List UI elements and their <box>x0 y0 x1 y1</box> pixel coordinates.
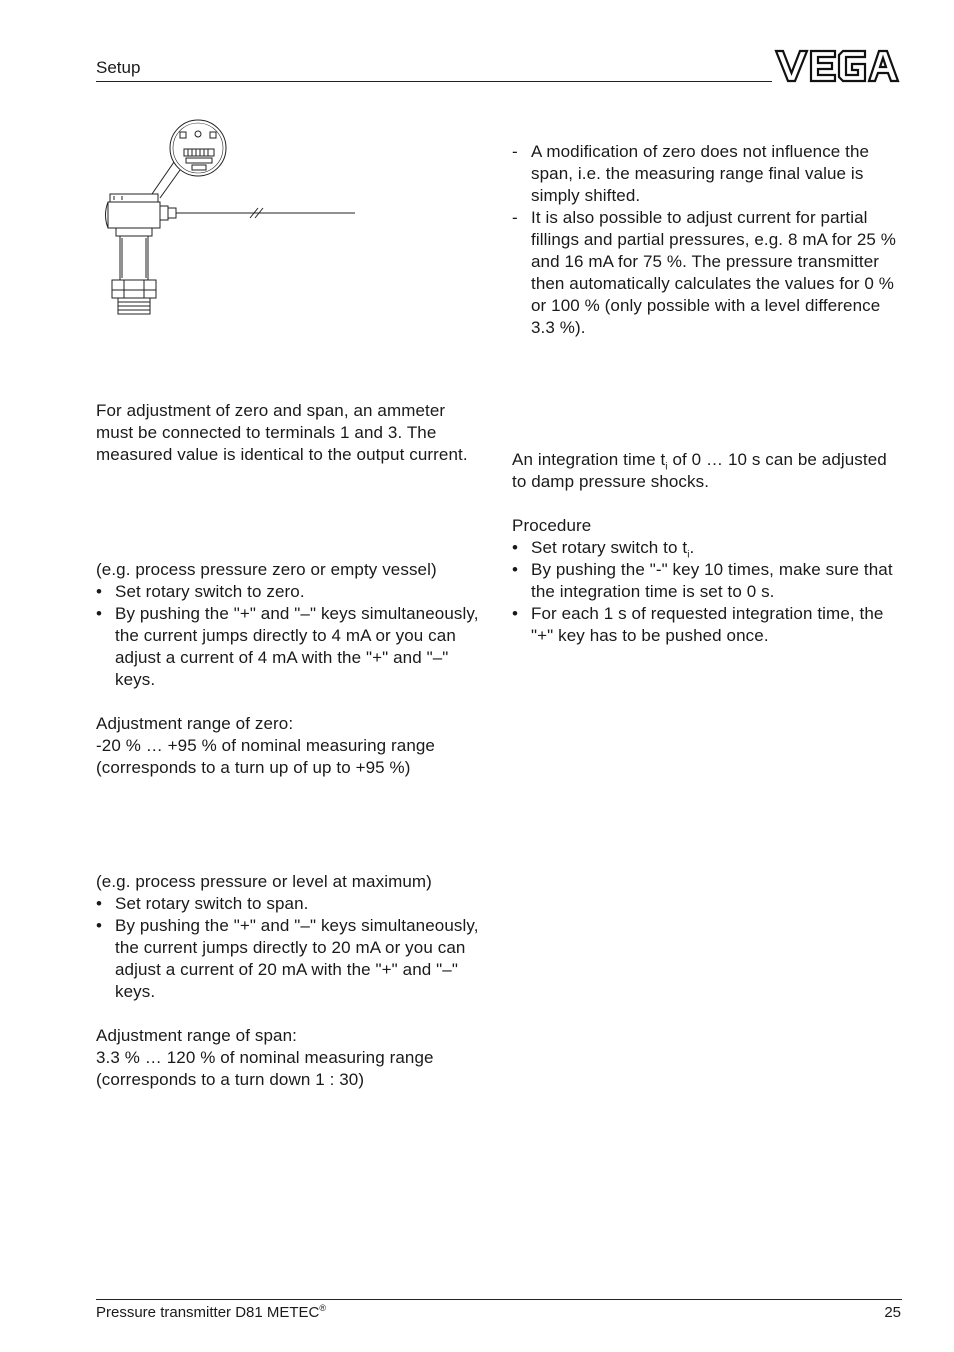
header-rule <box>96 81 772 82</box>
ammeter-intro: For adjustment of zero and span, an ammeter must be connected to terminals 1 and 3. The measured value is identical to the output current. <box>96 401 468 464</box>
zero-range-label: Adjustment range of zero: <box>96 714 294 733</box>
procedure-steps <box>512 537 900 647</box>
list-item: • For each 1 s of requested integration time, the "+" key has to be pushed once. <box>512 603 900 647</box>
zero-condition: (e.g. process pressure zero or empty vessel) <box>96 560 437 579</box>
list-item: - It is also possible to adjust current for partial fillings and partial pressures, e.g. 8 mA for 25 % and 16 mA for 75 %. The pressure transmitter then automatically calculates the values for 0 % or 100 % (only possible with a level difference 3.3 %). <box>512 207 900 339</box>
vega-logo <box>773 48 901 84</box>
footer-rule <box>96 1299 902 1300</box>
span-range-label: Adjustment range of span: <box>96 1026 297 1045</box>
integration-section <box>512 449 900 647</box>
notes-list <box>512 141 900 339</box>
list-item: • By pushing the "-" key 10 times, make sure that the integration time is set to 0 s. <box>512 559 900 603</box>
span-range-note: (corresponds to a turn down 1 : 30) <box>96 1070 365 1089</box>
footer-product: Pressure transmitter D81 METEC® <box>96 1303 327 1321</box>
list-item: • By pushing the "+" and "–" keys simultaneously, the current jumps directly to 4 mA or you can adjust a current of 4 mA with the "+" and "–" keys. <box>96 603 486 691</box>
transmitter-diagram <box>100 118 362 318</box>
list-item: • Set rotary switch to $t_i$. <box>512 537 900 559</box>
zero-range-note: (corresponds to a turn up of up to +95 %) <box>96 758 411 777</box>
procedure-label: Procedure <box>512 516 592 535</box>
integration-intro: An integration time $t_i$ of 0 … 10 s can be adjusted to damp pressure shocks. <box>512 450 887 491</box>
section-title: Setup <box>96 58 141 77</box>
page-number: 25 <box>884 1304 901 1321</box>
span-condition: (e.g. process pressure or level at maximum) <box>96 872 432 891</box>
list-item: • Set rotary switch to span. <box>96 893 486 915</box>
list-item: • Set rotary switch to zero. <box>96 581 486 603</box>
left-column <box>96 400 486 466</box>
notes-section <box>512 141 900 339</box>
span-section <box>96 871 486 1091</box>
span-steps <box>96 893 486 1003</box>
zero-section <box>96 559 486 779</box>
zero-steps <box>96 581 486 691</box>
list-item: - A modification of zero does not influence the span, i.e. the measuring range final value is simply shifted. <box>512 141 900 207</box>
list-item: • By pushing the "+" and "–" keys simultaneously, the current jumps directly to 20 mA or you can adjust a current of 20 mA with the "+" and "–" keys. <box>96 915 486 1003</box>
span-range-value: 3.3 % … 120 % of nominal measuring range <box>96 1048 434 1067</box>
zero-range-value: -20 % … +95 % of nominal measuring range <box>96 736 435 755</box>
